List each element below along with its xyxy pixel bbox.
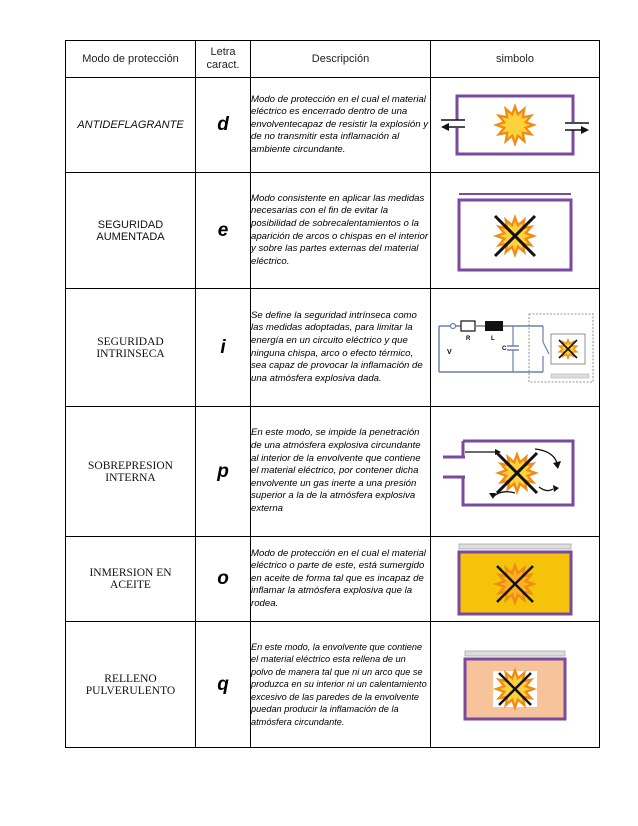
letter-code: i [196,289,251,407]
explosion-core-icon [500,110,530,140]
intrinsic-safety-circuit-icon [433,308,598,388]
protection-modes-table [65,40,600,748]
mode-name [66,289,196,407]
table-row [66,173,600,289]
mode-description: En este modo, la envolvente que contiene el material eléctrico esta rellena de un polvo de manera tal que ni un arco que se produzca en su interior ni un calentamiento excesivo de las paredes de la envolvente puedan producir la inflamación de la atmósfera circundante. [251,622,431,748]
letter-code: d [196,78,251,173]
mode-name [66,537,196,622]
circuit-label-c: C [501,345,506,352]
mode-line: ANTIDEFLAGRANTE [77,119,184,131]
letter-code: e [196,173,251,289]
mode-line: AUMENTADA [96,230,165,243]
symbol-cell [431,622,600,748]
oil-immersion-icon [435,540,595,618]
mode-line: RELLENO [104,672,157,685]
letter-code: p [196,407,251,537]
letter-code: o [196,537,251,622]
mode-line: INMERSION EN [89,567,172,579]
table-row [66,407,600,537]
mode-name [66,622,196,748]
header-symbol: simbolo [431,41,600,78]
mode-line: SEGURIDAD [97,218,164,231]
mode-line: INTERNA [105,471,156,484]
circuit-label-r: R [465,335,470,342]
mode-description: En este modo, se impide la penetración de una atmósfera explosiva circundante al interior de la envolvente que contiene el material eléctrico, por contener dicha envolvente un gas inerte a una presión superior a la de la atmósfera explosiva externa [251,407,431,537]
symbol-cell [431,289,600,407]
mode-line: INTRINSECA [96,347,165,360]
mode-description: Modo de protección en el cual el material eléctrico o parte de este, está sumergido en aceite de forma tal que es incapaz de inflamar la atmósfera explosiva que la rodea. [251,537,431,622]
circuit-label-l: L [490,335,495,342]
header-mode: Modo de protección [66,41,196,78]
header-letter-line2: caract. [206,59,240,71]
increased-safety-icon [435,186,595,276]
table-row [66,537,600,622]
mode-line: PULVERULENTO [85,684,176,697]
symbol-cell [431,407,600,537]
symbol-cell [431,173,600,289]
header-letter [196,41,251,78]
symbol-cell [431,78,600,173]
powder-filling-icon [435,645,595,725]
pressurization-icon [435,427,595,517]
circuit-label-v: V [446,348,452,356]
mode-line: SOBREPRESION [88,459,173,472]
table-row [66,622,600,748]
mode-line: ACEITE [110,579,151,591]
mode-description: Modo de protección en el cual el material eléctrico es encerrado dentro de una envolventecapaz de resistir la explosión y de no transmitir esta inflamación al ambiente circundante. [251,78,431,173]
header-letter-line1: Letra [210,46,236,58]
mode-description: Se define la seguridad intrínseca como las medidas adoptadas, para limitar la energía en un circuito eléctrico y que ninguna chispa, arco o efecto térmico, sea capaz de provocar la inflamación de una atmósfera explosiva dada. [251,289,431,407]
mode-name [66,173,196,289]
mode-description: Modo consistente en aplicar las medidas necesarias con el fin de evitar la posibilidad de sobrecalentamientos o la aparición de arcos o chispas en el interior y sobre las partes externas del material eléctrico. [251,173,431,289]
mode-line: SEGURIDAD [97,335,164,348]
table-header-row [66,41,600,78]
table-row [66,78,600,173]
table-row [66,289,600,407]
header-description: Descripción [251,41,431,78]
mode-name [66,78,196,173]
symbol-cell [431,537,600,622]
letter-code: q [196,622,251,748]
mode-name [66,407,196,537]
flameproof-enclosure-icon [435,90,595,160]
